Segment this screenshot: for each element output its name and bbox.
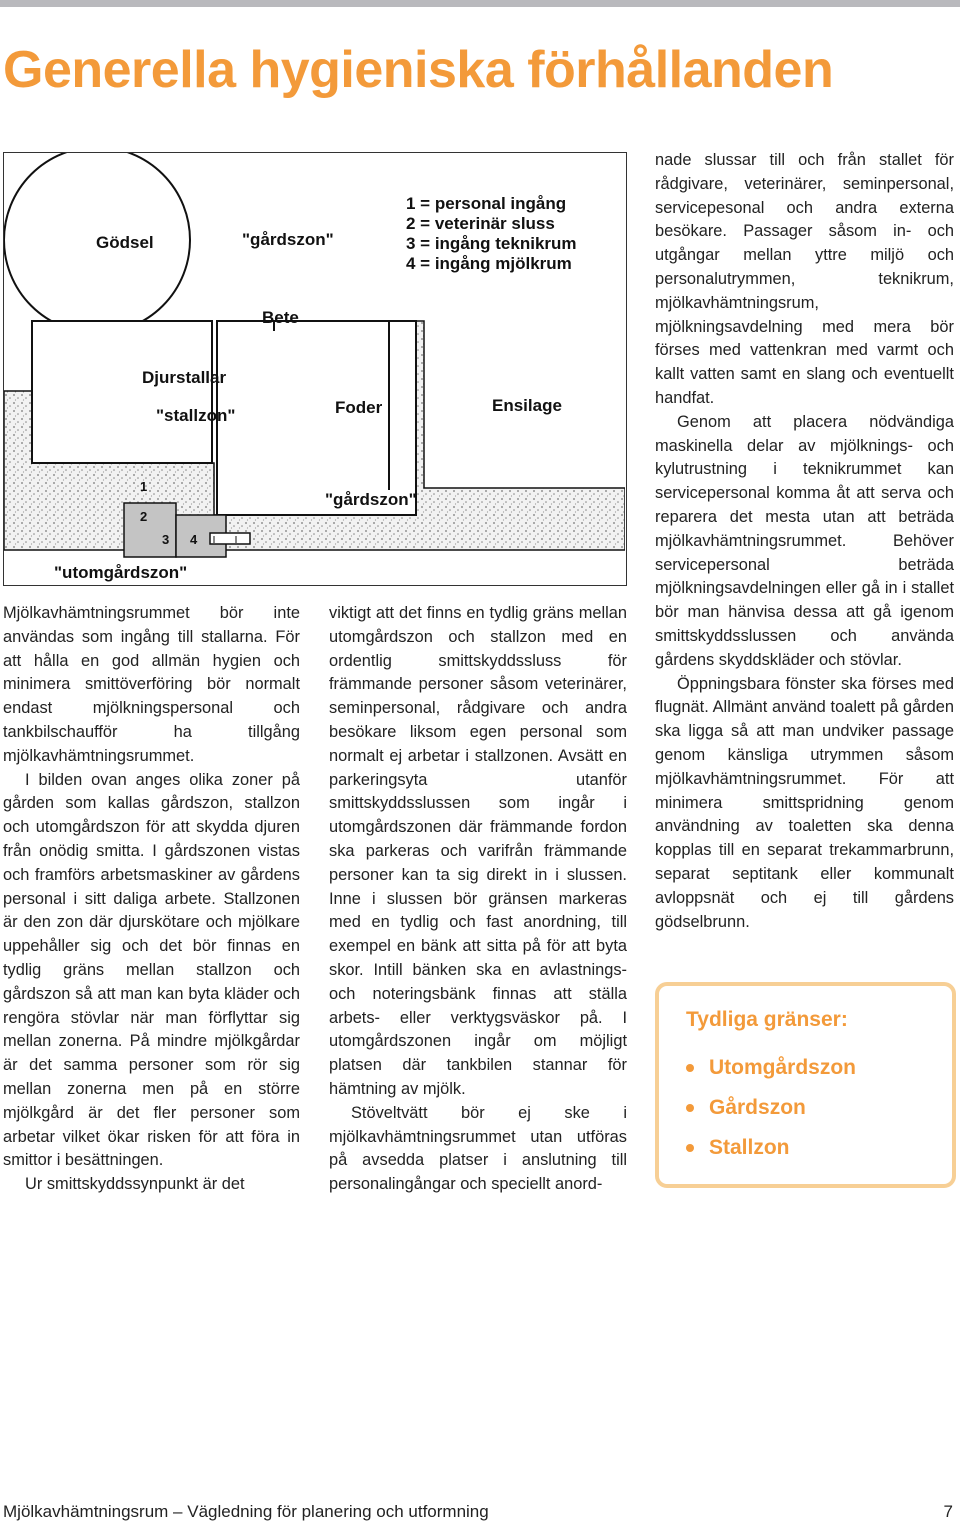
label-number-1: 1 — [140, 479, 148, 494]
milk-truck-icon — [210, 533, 250, 544]
label-djurstallar: Djurstallar — [142, 368, 227, 387]
footer-text: Mjölkavhämtningsrum – Vägledning för planering och utformning — [3, 1502, 489, 1521]
top-bar — [0, 0, 960, 7]
bullet-icon — [686, 1104, 694, 1112]
label-gardszon-bottom: "gårdszon" — [325, 490, 417, 509]
fodder-building — [217, 321, 416, 515]
label-number-3: 3 — [162, 532, 170, 547]
label-ensilage: Ensilage — [492, 396, 562, 415]
text-column-2 — [329, 602, 627, 1197]
text-column-3 — [655, 149, 954, 934]
legend-line-4: 4 = ingång mjölkrum — [406, 254, 572, 273]
list-item: Utomgårdszon — [686, 1048, 856, 1088]
label-godsel: Gödsel — [96, 233, 154, 252]
paragraph: viktigt att det finns en tydlig gräns mellan utomgårdszon och stallzon med en ordentlig smittskyddssluss för främmande personer såsom veterinärer, seminpersonal, rådgivare och andra besökare liksom egen personal som normalt ej arbetar i stallzonen. Avsätt en parkeringsyta utanför smittskyddsslussen som ingår i utomgårdszonen där främmande fordon ska parkeras och varifrån främmande personer kan ta sig direkt in i slussen. Inne i slussen bör gränsen markeras med en tydlig och fast anordning, till exempel en bänk att sitta på för att byta skor. Intill bänken ska en avlastnings- och noteringsbänk finnas att ställa arbets- eller verktygsväskor på. I utomgårdszonen ingår om möjligt platsen där tankbilen stannar för hämtning av mjölk. — [329, 604, 627, 1098]
list-item: Gårdszon — [686, 1088, 856, 1128]
label-stallzon: "stallzon" — [156, 406, 236, 425]
label-gardszon-top: "gårdszon" — [242, 230, 334, 249]
farm-zone-diagram — [3, 152, 627, 586]
paragraph: Stöveltvätt bör ej ske i mjölkavhämtningsrummet utan utföras på avsedda platser i anslutning till personalingångar och speciellt anord- — [329, 1103, 627, 1194]
bullet-icon — [686, 1144, 694, 1152]
paragraph: Ur smittskyddssynpunkt är det — [25, 1175, 245, 1194]
label-utomgardszon: "utomgårdszon" — [54, 563, 188, 582]
text-column-1 — [3, 602, 300, 1197]
paragraph: Öppningsbara fönster ska förses med flugnät. Allmänt använd toalett på gården ska ligga så att man undviker passage genom känsliga utrymmen såsom mjölkavhämtningsrummet. För att minimera smittspridning genom användning av toaletten ska denna kopplas till en separat trekammarbrunn, separat septitank eller kommunalt avloppsnät och ej till gårdens gödselbrunn. — [655, 674, 954, 931]
paragraph: I bilden ovan anges olika zoner på gården som kallas gårdszon, stallzon och utomgårdszon för att skydda djuren från onödig smitta. I gårdszonen vistas och framförs arbetsmaskiner av gårdens personal i sitt daliga arbete. Stallzonen är den zon där djurskötare och mjölkare uppehåller sig och det bör finnas en tydlig gräns mellan stallzon och gårdszon så att man kan byta kläder och rengöra stövlar när man förflyttar sig mellan zonerna. På mindre mjölkgårdar är det samma personer som rör sig mellan zonerna men på en större mjölkgård är det fler personer som arbetar vilket ökar risken för att föra in smittor i besättningen. — [3, 770, 300, 1170]
label-foder: Foder — [335, 398, 383, 417]
legend-line-1: 1 = personal ingång — [406, 194, 567, 213]
legend-line-2: 2 = veterinär sluss — [406, 214, 555, 233]
legend-line-3: 3 = ingång teknikrum — [406, 234, 577, 253]
list-item: Stallzon — [686, 1128, 856, 1168]
paragraph: nade slussar till och från stallet för rådgivare, veterinärer, seminpersonal, servicepesonal och andra externa besökare. Passager såsom in- och utgångar mellan yttre miljö och personalutrymmen, teknikrum, mjölkavhämtningsrum, mjölkningsavdelning med mera bör förses med vattenkran med varmt och kallt vatten samt en slang och eventuellt handfat. — [655, 151, 954, 407]
boundary-list — [686, 1048, 856, 1168]
page-number: 7 — [943, 1502, 953, 1521]
paragraph: Genom att placera nödvändiga maskinella delar av mjölknings- och kylutrustning i teknikrummet kan servicepersonal komma åt att serva och reparera det mesta utan att beträda mjölkavhämtningsrummet. Behöver servicepersonal beträda mjölkningsavdelningen eller gå in i stallet bör man hänvisa dessa att gå igenom smittskyddsslussen och använda gårdens skyddskläder och stövlar. — [655, 412, 954, 669]
label-number-4: 4 — [190, 532, 198, 547]
vet-sluice-room — [124, 503, 176, 557]
label-number-2: 2 — [140, 509, 148, 524]
bullet-icon — [686, 1064, 694, 1072]
label-bete: Bete — [262, 308, 299, 327]
page-title: Generella hygieniska förhållanden — [3, 41, 834, 99]
paragraph: Mjölkavhämtningsrummet bör inte användas som ingång till stallarna. För att hålla en god allmän hygien och minimera smittöverföring bör normalt endast mjölkningspersonal och tankbilschaufför ha tillgång mjölkavhämtningsrummet. — [3, 604, 300, 765]
stable-building — [32, 321, 212, 463]
box-title: Tydliga gränser: — [686, 1008, 848, 1031]
clear-boundaries-box — [655, 982, 956, 1188]
